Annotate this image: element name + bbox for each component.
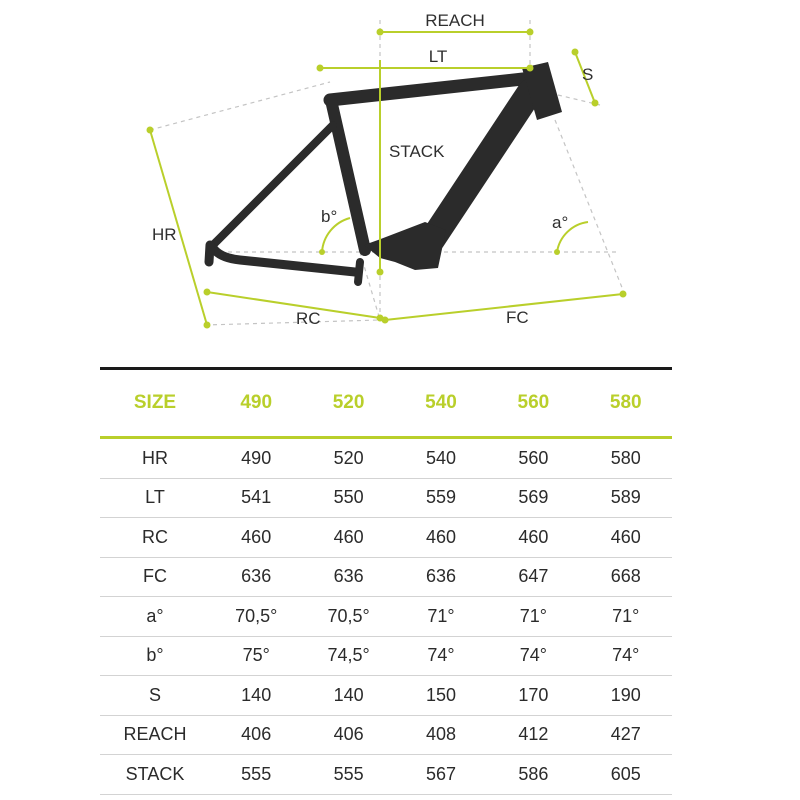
size-520-header: 520 bbox=[302, 369, 394, 438]
value-cell: 555 bbox=[210, 755, 302, 795]
value-cell: 71° bbox=[395, 597, 487, 637]
table-row bbox=[100, 478, 672, 518]
value-cell: 589 bbox=[580, 478, 672, 518]
value-cell: 74° bbox=[580, 636, 672, 676]
value-cell: 427 bbox=[580, 715, 672, 755]
row-label-cell: b° bbox=[100, 636, 210, 676]
value-cell: 460 bbox=[395, 518, 487, 558]
stack-label: STACK bbox=[389, 142, 445, 161]
seat-stay bbox=[213, 125, 333, 245]
s-label: S bbox=[582, 65, 594, 84]
b-angle-label: b° bbox=[321, 207, 338, 226]
value-cell: 580 bbox=[580, 438, 672, 479]
value-cell: 71° bbox=[487, 597, 579, 637]
top-tube bbox=[330, 78, 532, 100]
value-cell: 71° bbox=[580, 597, 672, 637]
value-cell: 412 bbox=[487, 715, 579, 755]
size-490-header: 490 bbox=[210, 369, 302, 438]
value-cell: 559 bbox=[395, 478, 487, 518]
value-cell: 70,5° bbox=[210, 597, 302, 637]
value-cell: 70,5° bbox=[302, 597, 394, 637]
row-label-cell: a° bbox=[100, 597, 210, 637]
fc-dim-line bbox=[385, 294, 623, 320]
value-cell: 647 bbox=[487, 557, 579, 597]
size-header: SIZE bbox=[100, 369, 210, 438]
geometry-table-body bbox=[100, 438, 672, 795]
value-cell: 555 bbox=[302, 755, 394, 795]
value-cell: 406 bbox=[302, 715, 394, 755]
value-cell: 190 bbox=[580, 676, 672, 716]
lt-label: LT bbox=[428, 47, 448, 66]
value-cell: 140 bbox=[302, 676, 394, 716]
value-cell: 74° bbox=[395, 636, 487, 676]
table-row bbox=[100, 676, 672, 716]
value-cell: 567 bbox=[395, 755, 487, 795]
down-tube bbox=[432, 92, 530, 240]
geometry-table-container bbox=[100, 367, 672, 795]
size-540-header: 540 bbox=[395, 369, 487, 438]
row-label-cell: LT bbox=[100, 478, 210, 518]
fc-label: FC bbox=[506, 308, 529, 327]
value-cell: 170 bbox=[487, 676, 579, 716]
bike-frame bbox=[209, 62, 562, 282]
value-cell: 74° bbox=[487, 636, 579, 676]
row-label-cell: REACH bbox=[100, 715, 210, 755]
table-row bbox=[100, 597, 672, 637]
a-angle-label: a° bbox=[552, 213, 569, 232]
value-cell: 586 bbox=[487, 755, 579, 795]
rc-dim-line bbox=[207, 292, 380, 318]
value-cell: 460 bbox=[580, 518, 672, 558]
table-header-row bbox=[100, 369, 672, 438]
table-row bbox=[100, 636, 672, 676]
value-cell: 520 bbox=[302, 438, 394, 479]
value-cell: 569 bbox=[487, 478, 579, 518]
table-row bbox=[100, 518, 672, 558]
rear-dropout bbox=[209, 245, 210, 262]
value-cell: 550 bbox=[302, 478, 394, 518]
value-cell: 636 bbox=[210, 557, 302, 597]
value-cell: 460 bbox=[302, 518, 394, 558]
value-cell: 490 bbox=[210, 438, 302, 479]
bike-frame-diagram bbox=[0, 0, 800, 345]
value-cell: 636 bbox=[395, 557, 487, 597]
value-cell: 605 bbox=[580, 755, 672, 795]
reach-label: REACH bbox=[425, 11, 485, 30]
table-row bbox=[100, 715, 672, 755]
size-560-header: 560 bbox=[487, 369, 579, 438]
table-row bbox=[100, 755, 672, 795]
hr-label: HR bbox=[152, 225, 177, 244]
row-label-cell: FC bbox=[100, 557, 210, 597]
table-row bbox=[100, 557, 672, 597]
construction-guides bbox=[150, 20, 625, 325]
table-row bbox=[100, 438, 672, 479]
dimension-lines bbox=[147, 29, 627, 329]
value-cell: 140 bbox=[210, 676, 302, 716]
value-cell: 408 bbox=[395, 715, 487, 755]
value-cell: 540 bbox=[395, 438, 487, 479]
value-cell: 406 bbox=[210, 715, 302, 755]
geometry-table bbox=[100, 367, 672, 795]
row-label-cell: RC bbox=[100, 518, 210, 558]
row-label-cell: STACK bbox=[100, 755, 210, 795]
rc-label: RC bbox=[296, 309, 321, 328]
value-cell: 74,5° bbox=[302, 636, 394, 676]
value-cell: 75° bbox=[210, 636, 302, 676]
bb-drop bbox=[358, 262, 360, 282]
value-cell: 636 bbox=[302, 557, 394, 597]
value-cell: 150 bbox=[395, 676, 487, 716]
row-label-cell: S bbox=[100, 676, 210, 716]
motor-housing bbox=[364, 222, 446, 270]
value-cell: 460 bbox=[487, 518, 579, 558]
value-cell: 541 bbox=[210, 478, 302, 518]
value-cell: 460 bbox=[210, 518, 302, 558]
size-580-header: 580 bbox=[580, 369, 672, 438]
value-cell: 668 bbox=[580, 557, 672, 597]
row-label-cell: HR bbox=[100, 438, 210, 479]
value-cell: 560 bbox=[487, 438, 579, 479]
